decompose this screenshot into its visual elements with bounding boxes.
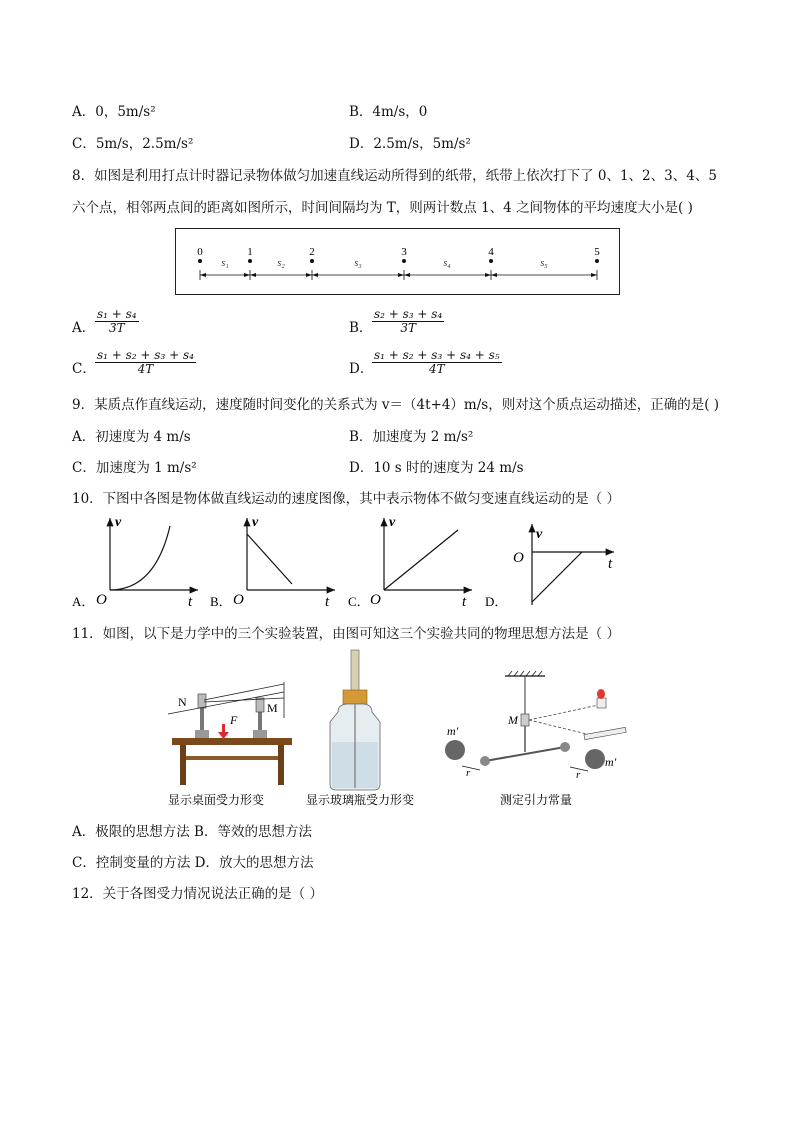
q8-option-a-fraction [95, 308, 139, 335]
label-m-prime-left: m′ [447, 724, 459, 738]
graph-b-t-label: t [325, 594, 330, 610]
q11-options-cd: C．控制变量的方法 D．放大的思想方法 [72, 855, 314, 871]
graph-d-v-label: v [536, 527, 543, 542]
tape-segment-s2: s₂ [277, 258, 285, 269]
q11-options-ab: A．极限的思想方法 B．等效的思想方法 [72, 824, 312, 840]
graph-a-v-label: v [115, 515, 122, 530]
q8-a-numerator: s₁ + s₄ [97, 307, 137, 321]
graph-d-t-label: t [608, 556, 613, 572]
q11-stem: 11．如图，以下是力学中的三个实验装置，由图可知这三个实验共同的物理思想方法是（ ） [72, 626, 620, 642]
graph-b [247, 518, 335, 590]
graph-c-t-label: t [462, 594, 467, 610]
q8-option-b-label: B． [349, 320, 373, 336]
graph-b-v-label: v [252, 515, 259, 530]
tape-segment-s5: s₅ [540, 258, 548, 269]
graph-c-origin: O [370, 592, 381, 608]
q9-option-d: D．10 s 时的速度为 24 m/s [349, 460, 524, 476]
graph-c [384, 518, 472, 590]
label-m-prime-right: m′ [605, 755, 617, 769]
graph-d-label: D． [485, 594, 508, 609]
graph-a-origin: O [96, 592, 107, 608]
ticker-tape-figure [175, 228, 620, 296]
q9-option-b: B．加速度为 2 m/s² [349, 429, 474, 445]
q7-option-d: D．2.5m/s，5m/s² [349, 136, 471, 152]
graph-b-origin: O [233, 592, 244, 608]
q10-stem: 10．下图中各图是物体做直线运动的速度图像，其中表示物体不做匀变速直线运动的是（ ） [72, 491, 620, 507]
graph-c-label: C． [348, 594, 370, 609]
graph-d [532, 524, 614, 605]
tape-point-4: 4 [488, 246, 494, 258]
graph-d-origin: O [513, 550, 524, 566]
q9-stem: 9．某质点作直线运动，速度随时间变化的关系式为 v＝（4t+4）m/s，则对这个质点运动描述，正确的是( ) [72, 397, 720, 413]
label-n: N [178, 695, 187, 709]
q7-option-c: C．5m/s，2.5m/s² [72, 136, 194, 152]
q8-option-c-label: C． [72, 361, 96, 377]
label-r-left: r [466, 767, 471, 779]
label-force-f: F [230, 713, 238, 727]
tape-segment-s1: s₁ [221, 258, 229, 269]
tape-point-5: 5 [594, 246, 600, 258]
q8-stem-line2: 六个点，相邻两点间的距离如图所示，时间间隔均为 T，则两计数点 1、4 之间物体的平均速度大小是( ) [72, 200, 693, 216]
q11-experiment-figures [160, 646, 640, 816]
q8-option-b-fraction [372, 308, 444, 335]
q7-option-b: B．4m/s，0 [349, 104, 428, 120]
q9-option-a: A．初速度为 4 m/s [72, 429, 191, 445]
q7-option-a: A．0，5m/s² [72, 104, 156, 120]
q8-d-numerator: s₁ + s₂ + s₃ + s₄ + s₅ [374, 348, 500, 362]
q8-option-d-label: D． [349, 361, 374, 377]
q8-c-numerator: s₁ + s₂ + s₃ + s₄ [97, 348, 194, 362]
q8-a-denominator: 3T [108, 321, 125, 335]
tape-point-2: 2 [309, 246, 315, 258]
q8-option-a-label: A． [72, 320, 96, 336]
caption-gravitational: 测定引力常量 [500, 793, 573, 807]
q8-c-denominator: 4T [137, 362, 154, 376]
torsion-balance-figure [445, 671, 626, 771]
q9-option-c: C．加速度为 1 m/s² [72, 460, 197, 476]
q8-b-denominator: 3T [400, 321, 416, 335]
tape-segment-s4: s₄ [443, 258, 451, 269]
graph-c-v-label: v [389, 515, 396, 530]
label-m-mirror: M [267, 701, 278, 715]
tape-point-3: 3 [401, 246, 407, 258]
graph-a-label: A． [72, 594, 95, 609]
glass-bottle-figure [330, 650, 380, 790]
q8-option-c-fraction [95, 349, 196, 376]
q8-option-d-fraction [372, 349, 502, 376]
q12-stem: 12．关于各图受力情况说法正确的是（ ） [72, 886, 323, 902]
caption-desk: 显示桌面受力形变 [168, 793, 265, 807]
tape-point-1: 1 [247, 246, 253, 258]
q8-stem-line1: 8．如图是利用打点计时器记录物体做匀加速直线运动所得到的纸带，纸带上依次打下了 0、1、2、3、4、5 [72, 168, 717, 184]
q8-b-numerator: s₂ + s₃ + s₄ [374, 307, 443, 321]
label-r-right: r [576, 769, 581, 781]
q10-velocity-graphs [70, 510, 630, 610]
graph-a [110, 518, 198, 590]
tape-segment-s3: s₃ [354, 258, 362, 269]
label-m-balance: M [508, 713, 518, 727]
graph-a-t-label: t [188, 594, 193, 610]
graph-b-label: B． [210, 594, 232, 609]
caption-bottle: 显示玻璃瓶受力形变 [306, 793, 415, 807]
q8-d-denominator: 4T [428, 362, 445, 376]
tape-point-0: 0 [197, 246, 203, 258]
